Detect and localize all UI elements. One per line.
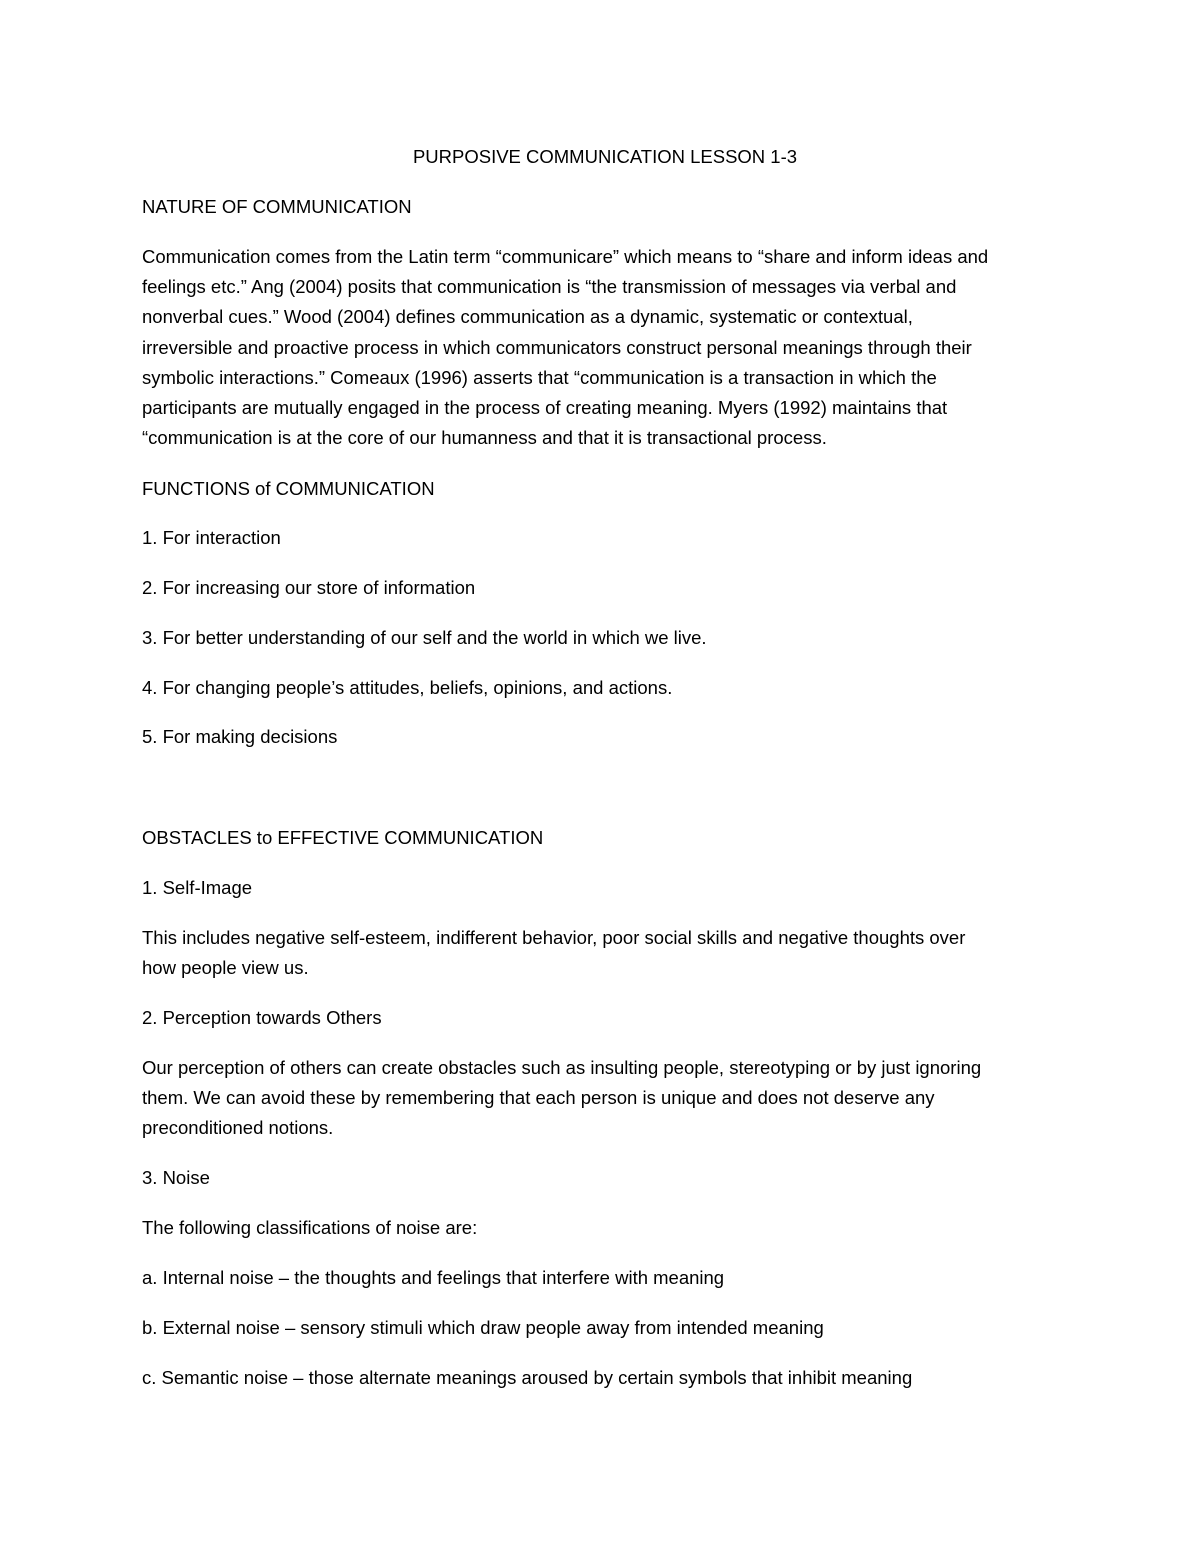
- self-image-line: how people view us.: [142, 957, 309, 978]
- perception-line: Our perception of others can create obstacles such as insulting people, stereotyping or by just ignoring: [142, 1057, 982, 1078]
- document-title: PURPOSIVE COMMUNICATION LESSON 1-3: [412, 146, 798, 167]
- nature-paragraph-line: irreversible and proactive process in which communicators construct personal meanings through their: [142, 337, 972, 358]
- nature-paragraph-line: symbolic interactions.” Comeaux (1996) asserts that “communication is a transaction in which the: [142, 367, 937, 388]
- self-image-line: This includes negative self-esteem, indifferent behavior, poor social skills and negative thoughts over: [142, 927, 966, 948]
- nature-paragraph-line: Communication comes from the Latin term “communicare” which means to “share and inform ideas and: [142, 246, 989, 267]
- functions-item: 5. For making decisions: [142, 726, 338, 747]
- nature-paragraph-line: feelings etc.” Ang (2004) posits that communication is “the transmission of messages via verbal and: [142, 276, 957, 297]
- functions-item: 3. For better understanding of our self and the world in which we live.: [142, 627, 707, 648]
- nature-paragraph-line: participants are mutually engaged in the process of creating meaning. Myers (1992) maintains that: [142, 397, 948, 418]
- perception-line: them. We can avoid these by remembering that each person is unique and does not deserve any: [142, 1087, 935, 1108]
- perception-line: preconditioned notions.: [142, 1117, 334, 1138]
- noise-item: b. External noise – sensory stimuli which draw people away from intended meaning: [142, 1317, 824, 1338]
- functions-item: 2. For increasing our store of information: [142, 577, 476, 598]
- nature-paragraph-line: nonverbal cues.” Wood (2004) defines communication as a dynamic, systematic or contextual,: [142, 306, 913, 327]
- functions-heading: FUNCTIONS of COMMUNICATION: [142, 478, 435, 499]
- nature-heading: NATURE OF COMMUNICATION: [142, 196, 412, 217]
- noise-item: c. Semantic noise – those alternate meanings aroused by certain symbols that inhibit meaning: [142, 1367, 913, 1388]
- perception-heading: 2. Perception towards Others: [142, 1007, 382, 1028]
- noise-item: a. Internal noise – the thoughts and feelings that interfere with meaning: [142, 1267, 725, 1288]
- obstacles-heading: OBSTACLES to EFFECTIVE COMMUNICATION: [142, 827, 544, 848]
- nature-paragraph-line: “communication is at the core of our humanness and that it is transactional process.: [142, 427, 827, 448]
- functions-item: 4. For changing people’s attitudes, beliefs, opinions, and actions.: [142, 677, 673, 698]
- noise-heading: 3. Noise: [142, 1167, 210, 1188]
- noise-intro: The following classifications of noise are:: [142, 1217, 478, 1238]
- self-image-heading: 1. Self-Image: [142, 877, 253, 898]
- functions-item: 1. For interaction: [142, 527, 281, 548]
